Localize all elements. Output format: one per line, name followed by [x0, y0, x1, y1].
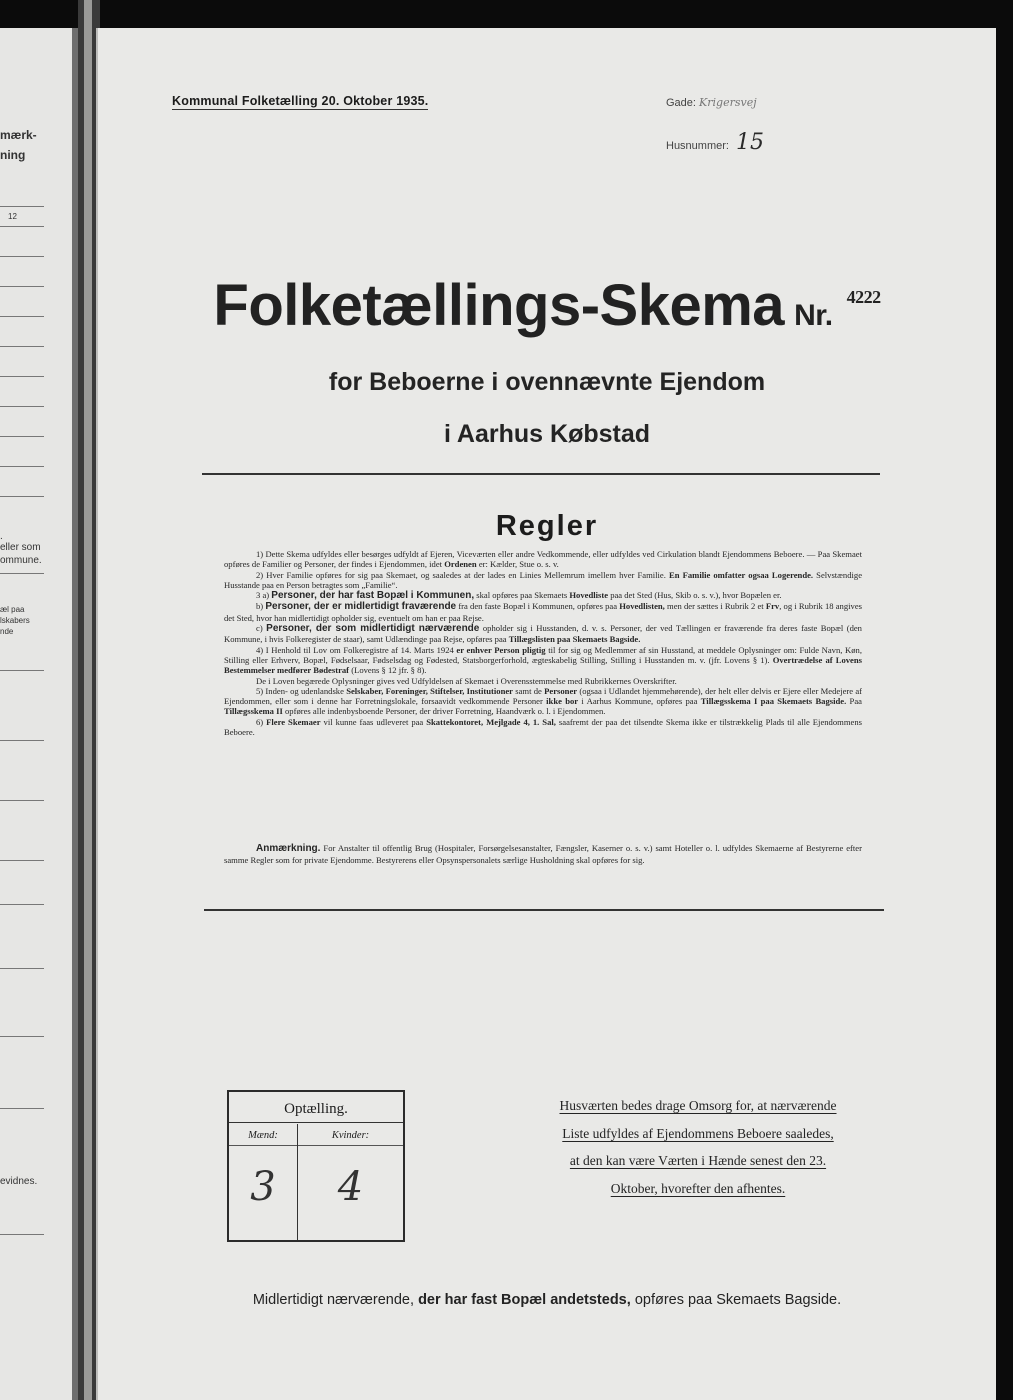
- divider: [204, 909, 884, 911]
- left-page-rule: [0, 573, 44, 574]
- left-page-rule: [0, 376, 44, 377]
- left-page-rule: [0, 740, 44, 741]
- optaelling-box: [227, 1090, 405, 1242]
- kvinder-column: [298, 1124, 403, 1240]
- left-page-rule: [0, 226, 44, 227]
- census-header: Kommunal Folketælling 20. Oktober 1935.: [172, 94, 429, 108]
- census-form-page: [96, 28, 996, 1400]
- left-page-rule: [0, 316, 44, 317]
- left-page-rule: [0, 286, 44, 287]
- rules-text: [224, 549, 862, 737]
- optaelling-heading: Optælling.: [229, 1092, 403, 1123]
- left-page-fragment: nde: [0, 627, 14, 636]
- anmaerkning-text: For Anstalter til offentlig Brug (Hospitaler, Forsørgelsesanstalter, Fængsler, Kaserner o. s. v.) samt Hoteller o. l. udfyldes Skemaerne af Bestyrerne efter samme Regler som for private Ejendomme. Bestyrerens eller Opsynspersonalets særlige Husholdning skal opføres for sig.: [224, 843, 862, 865]
- notice-line: Husværten bedes drage Omsorg for, at nærværende: [559, 1098, 837, 1113]
- form-title: [98, 272, 996, 339]
- notice-line: at den kan være Værten i Hænde senest den 23.: [569, 1153, 827, 1168]
- left-page-fragment: 12: [8, 212, 17, 221]
- rule-6: 6) Flere Skemaer vil kunne faas udleveret paa Skattekontoret, Mejlgade 4, 1. Sal, saafremt der paa det tilsendte Skema ikke er tilstrækkelig Plads til alle Ejendommens Beboere.: [224, 716, 862, 738]
- kvinder-count: 4: [337, 1164, 364, 1210]
- left-page-rule: [0, 800, 44, 801]
- gade-value: Krigersvej: [699, 96, 757, 109]
- footer-post: opføres paa Skemaets Bagside.: [634, 1292, 842, 1308]
- maend-count: 3: [250, 1164, 276, 1210]
- left-page-rule: [0, 436, 44, 437]
- rule-2: 2) Hver Familie opføres for sig paa Skemaet, og saaledes at der lades en Linies Mellemrum imellem hver Familie. En Familie omfatter ogsaa Logerende. Selvstændige Husstande paa en Person betragtes som „Familie“.: [224, 569, 863, 590]
- left-page-fragment: ning: [0, 148, 26, 162]
- rule-1: 1) Dette Skema udfyldes eller besørges udfyldt af Ejeren, Viceværten eller andre Vedkommende, eller udfyldes ved Cirkulation blandt Ejendommens Beboere. — Paa Skemaet opføres de Familier og Personer, der findes i Ejendommen, idet Ordenen er: Kælder, Stue o. s. v.: [224, 549, 862, 570]
- rule-4b: De i Loven begærede Oplysninger gives ved Udfyldelsen af Skemaet i Overensstemmelse med Rubrikkernes Overskrifter.: [256, 675, 677, 686]
- anmaerkning-label: Anmærkning.: [256, 843, 321, 854]
- anmaerkning-note: [224, 843, 862, 865]
- rule-4: 4) I Henhold til Lov om Folkeregistre af 14. Marts 1924 er enhver Person pligtig til for sig og Medlemmer af sin Husstand, at meddele Oplysninger om: Fulde Navn, Køn, Stilling eller Erhverv, Bopæl, Fødselsaar, Fødselsdag og Fødested, Statsborgerforhold, ægteskabelig Stilling, Stilling i Husstanden m. v. (jfr. Lovens § 1). Overtrædelse af Lovens Bestemmelser medfører Bødestraf (Lovens § 12 jfr. § 8).: [224, 644, 862, 676]
- left-page-fragment: eller som: [0, 542, 41, 553]
- rules-heading: Regler: [495, 510, 599, 542]
- landlord-notice: [528, 1092, 868, 1202]
- left-page-fragment: mærk-: [0, 128, 37, 142]
- footer-bold: der har fast Bopæl andetsteds,: [418, 1292, 631, 1308]
- husnummer-field: [666, 130, 764, 155]
- kvinder-label: Kvinder:: [298, 1130, 403, 1146]
- divider: [202, 473, 880, 475]
- footer-pre: Midlertidigt nærværende,: [252, 1292, 415, 1308]
- left-page-rule: [0, 904, 44, 905]
- left-page-rule: [0, 860, 44, 861]
- left-page-fragment: æl paa: [0, 605, 25, 614]
- gade-label: Gade:: [666, 97, 696, 109]
- maend-column: [229, 1124, 298, 1240]
- maend-label: Mænd:: [229, 1130, 297, 1146]
- left-page-fragment: ommune.: [0, 555, 42, 566]
- rule-5: 5) Inden- og udenlandske Selskaber, Foreninger, Stiftelser, Institutioner samt de Personer (ogsaa i Udlandet hjemmehørende), der helt eller delvis er Ejere eller Medejere af Ejendommen, eller som i denne har Forretningslokale, forsaavidt vedkommende Personer ikke bor i Aarhus Kommune, opføres paa Tillægsskema I paa Skemaets Bagside. Paa Tillægsskema II opføres alle indenbysboende Personer, der driver Forretning, Haandværk o. l. i Ejendommen.: [224, 685, 862, 717]
- left-page-rule: [0, 670, 44, 671]
- left-facing-page: [0, 28, 78, 1400]
- left-page-rule: [0, 1108, 44, 1109]
- left-page-fragment: .: [0, 531, 3, 542]
- gade-field: [666, 96, 757, 109]
- left-page-fragment: lskabers: [0, 616, 30, 625]
- rule-3a: 3 a) Personer, der har fast Bopæl i Kommunen, skal opføres paa Skemaets Hovedliste paa det Sted (Hus, Skib o. s. v.), hvor Bopælen er.: [256, 590, 782, 602]
- subtitle-line-2: i Aarhus Købstad: [443, 420, 651, 448]
- left-page-rule: [0, 1234, 44, 1235]
- husnummer-label: Husnummer:: [666, 140, 729, 152]
- left-page-rule: [0, 496, 44, 497]
- husnummer-value: 15: [736, 130, 765, 155]
- left-page-fragment: evidnes.: [0, 1176, 38, 1187]
- notice-line: Oktober, hvorefter den afhentes.: [610, 1180, 786, 1196]
- title-nr-label: Nr.: [794, 299, 833, 332]
- left-page-rule: [0, 968, 44, 969]
- title-main: Folketællings-Skema: [213, 273, 785, 338]
- rule-3b: b) Personer, der er midlertidigt fraværende fra den faste Bopæl i Kommunen, opføres paa Hovedlisten, men der sættes i Rubrik 2 et Frv, og i Rubrik 18 angives det Sted, hvor han midlertidigt opholder sig, eventuelt om han er paa Rejse.: [224, 601, 862, 623]
- subtitle-line-1: for Beboerne i ovennævnte Ejendom: [328, 368, 766, 396]
- left-page-rule: [0, 256, 44, 257]
- left-page-rule: [0, 466, 44, 467]
- left-page-rule: [0, 206, 44, 207]
- left-page-rule: [0, 346, 44, 347]
- left-page-rule: [0, 406, 44, 407]
- form-number: 4222: [846, 287, 881, 307]
- notice-line: Liste udfyldes af Ejendommens Beboere saaledes,: [562, 1125, 834, 1141]
- footer-note: [98, 1292, 996, 1308]
- rule-3c: c) Personer, der som midlertidigt nærværende opholder sig i Husstanden, d. v. s. Personer, der ved Tællingen er fraværende fra deres faste Bopæl (den Kommune, i hvis Folkeregister de staar), samt Udlændinge paa Rejse, opføres paa Tillægslisten paa Skemaets Bagside.: [224, 623, 862, 645]
- left-page-rule: [0, 1036, 44, 1037]
